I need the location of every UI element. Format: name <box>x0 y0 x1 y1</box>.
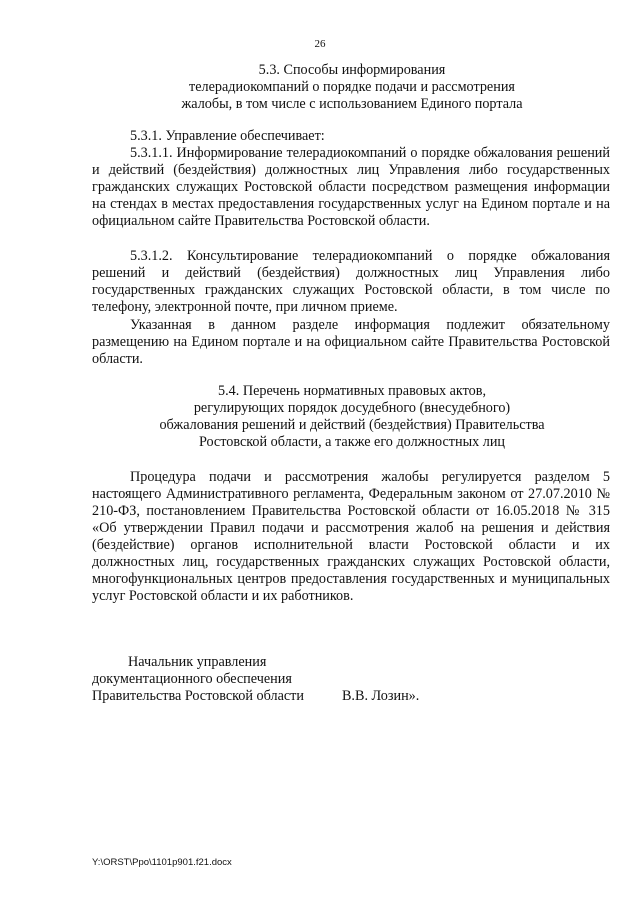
section-5-4-heading <box>92 383 612 451</box>
section-5-3-heading <box>92 62 612 113</box>
heading-line: обжалования решений и действий (бездействия) Правительства <box>159 417 545 433</box>
footer-file-path: Y:\ORST\Ppo\1101p901.f21.docx <box>92 857 232 868</box>
signature-title: Правительства Ростовской области <box>92 688 304 704</box>
heading-line: жалобы, в том числе с использованием Единого портала <box>181 96 523 112</box>
paragraph-5-3-1-2: 5.3.1.2. Консультирование телерадиокомпаний о порядке обжалования решений и действий (бездействия) должностных лиц Управления либо государственных гражданских служащих Ростовской области, в том числе по телефону, электронной почте, при личном приеме. <box>92 248 610 315</box>
paragraph-procedure: Процедура подачи и рассмотрения жалобы регулируется разделом 5 настоящего Административного регламента, Федеральным законом от 27.07.2010 № 210-ФЗ, постановлением Правительства Ростовской области от 16.05.2018 № 315 «Об утверждении Правил подачи и рассмотрения жалоб на решения и действия (бездействие) органов исполнительной власти Ростовской области и их должностных лиц, государственных гражданских служащих Ростовской области, многофункциональных центров предоставления государственных и муниципальных услуг Ростовской области и их работников. <box>92 469 610 604</box>
heading-line: 5.3. Способы информирования <box>258 62 446 78</box>
paragraph-5-3-1-1: 5.3.1.1. Информирование телерадиокомпаний о порядке обжалования решений и действий (бездействия) должностных лиц Управления либо государственных гражданских служащих Ростовской области посредством размещения информации на стендах в местах предоставления государственных услуг на Едином портале и на официальном сайте Правительства Ростовской области. <box>92 145 610 229</box>
signature-name: В.В. Лозин». <box>341 688 420 704</box>
signature-line-1: Начальник управления <box>128 654 267 670</box>
signature-line-3 <box>92 688 419 705</box>
signature-line-2: документационного обеспечения <box>92 671 292 687</box>
heading-line: телерадиокомпаний о порядке подачи и рассмотрения <box>189 79 515 95</box>
paragraph-5-3-1: 5.3.1. Управление обеспечивает: <box>130 128 325 144</box>
page-number: 26 <box>314 38 326 50</box>
heading-line: Ростовской области, а также его должностных лиц <box>198 434 506 450</box>
heading-line: 5.4. Перечень нормативных правовых актов, <box>218 383 486 399</box>
paragraph-info-placement: Указанная в данном разделе информация подлежит обязательному размещению на Едином портале и на официальном сайте Правительства Ростовской области. <box>92 317 610 367</box>
heading-line: регулирующих порядок досудебного (внесудебного) <box>193 400 511 416</box>
